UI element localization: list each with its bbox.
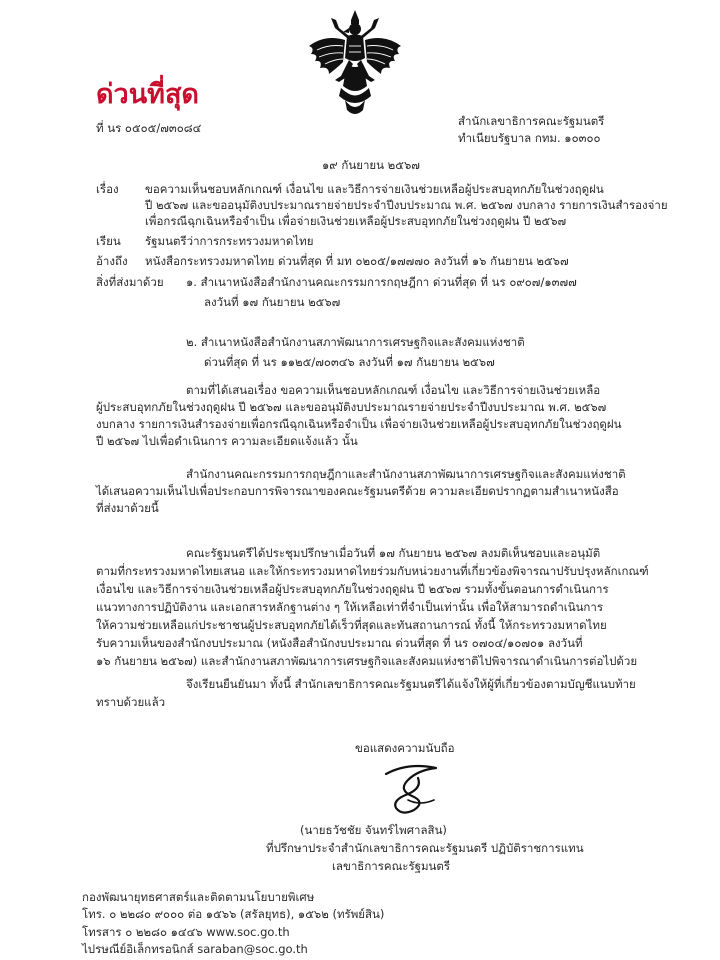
subject-line: ปี ๒๕๖๗ และขออนุมัติงบประมาณรายจ่ายประจำปีงบประมาณ พ.ศ. ๒๕๖๗ งบกลาง รายการเงินสำรองจ่าย [145,198,668,212]
enclosure-item: ๒. สำเนาหนังสือสำนักงานสภาพัฒนาการเศรษฐกิจและสังคมแห่งชาติ [186,335,525,349]
reference: หนังสือกระทรวงมหาดไทย ด่วนที่สุด ที่ มท ๐๒๐๕/๑๗๗๗๐ ลงวันที่ ๑๖ กันยายน ๒๕๖๗ [145,254,569,268]
enclosure-item: ๑. สำเนาหนังสือสำนักงานคณะกรรมการกฤษฎีกา ด่วนที่สุด ที่ นร ๐๙๐๗/๑๓๗๗ [186,275,577,289]
document-date: ๑๙ กันยายน ๒๕๖๗ [322,158,420,172]
subject-line: ขอความเห็นชอบหลักเกณฑ์ เงื่อนไข และวิธีการจ่ายเงินช่วยเหลือผู้ประสบอุทกภัยในช่วงฤดูฝน [145,182,604,196]
footer-fax: โทรสาร ๐ ๒๒๘๐ ๑๔๔๖ www.soc.go.th [82,925,290,939]
enclosures-label: สิ่งที่ส่งมาด้วย [96,275,164,289]
urgency-label: ด่วนที่สุด [96,79,199,110]
addressee-label: เรียน [96,234,121,248]
subject-label: เรื่อง [96,182,119,196]
body-line: ได้เสนอความเห็นไปเพื่อประกอบการพิจารณาของคณะรัฐมนตรีด้วย ความละเอียดปรากฏตามสำเนาหนังสือ [96,484,619,498]
garuda-emblem-icon [305,6,405,120]
signatory-title: เลขาธิการคณะรัฐมนตรี [332,859,451,873]
body-line: รับความเห็นของสำนักงบประมาณ (หนังสือสำนักงบประมาณ ด่วนที่สุด ที่ นร ๐๗๐๔/๑๐๗๐๑ ลงวันที่ [96,636,583,650]
footer-division: กองพัฒนายุทธศาสตร์และติดตามนโยบายพิเศษ [82,890,315,904]
body-line: ตามที่ได้เสนอเรื่อง ขอความเห็นชอบหลักเกณฑ์ เงื่อนไข และวิธีการจ่ายเงินช่วยเหลือ [186,383,601,397]
document-number: ที่ นร ๐๕๐๕/๗๓๐๘๔ [96,121,202,135]
footer-email: ไปรษณีย์อิเล็กทรอนิกส์ saraban@soc.go.th [82,942,308,956]
addressee: รัฐมนตรีว่าการกระทรวงมหาดไทย [145,234,314,248]
reference-label: อ้างถึง [96,254,128,268]
body-line: เงื่อนไข และวิธีการจ่ายเงินช่วยเหลือผู้ประสบอุทกภัยในช่วงฤดูฝน ปี ๒๕๖๗ รวมทั้งขั้นตอนการดำเนินการ [96,582,609,596]
body-line: ผู้ประสบอุทกภัยในช่วงฤดูฝน ปี ๒๕๖๗ และขออนุมัติงบประมาณรายจ่ายประจำปีงบประมาณ พ.ศ. ๒๕๖๗ [96,400,607,414]
closing-regards: ขอแสดงความนับถือ [355,741,455,755]
body-line: ตามที่กระทรวงมหาดไทยเสนอ และให้กระทรวงมหาดไทยร่วมกับหน่วยงานที่เกี่ยวข้องพิจารณาปรับปรุงหลักเกณฑ์ [96,564,649,578]
handwritten-signature [378,760,448,818]
body-line: งบกลาง รายการเงินสำรองจ่ายเพื่อกรณีฉุกเฉินหรือจำเป็น เพื่อจ่ายเงินช่วยเหลือผู้ประสบอุทกภัยในช่วงฤดูฝน [96,417,622,431]
body-line: ให้ความช่วยเหลือแก่ประชาชนผู้ประสบอุทกภัยได้เร็วที่สุดและทันสถานการณ์ ทั้งนี้ ให้กระทรวงมหาดไทย [96,618,607,632]
office-address: ทำเนียบรัฐบาล กทม. ๑๐๓๐๐ [458,131,601,145]
office-name: สำนักเลขาธิการคณะรัฐมนตรี [458,114,605,128]
body-line: ทราบด้วยแล้ว [96,695,166,709]
body-line: ๑๖ กันยายน ๒๕๖๗) และสำนักงานสภาพัฒนาการเศรษฐกิจและสังคมแห่งชาติไปพิจารณาดำเนินการต่อไปด้วย [96,654,638,668]
signatory-title: ที่ปรึกษาประจำสำนักเลขาธิการคณะรัฐมนตรี ปฏิบัติราชการแทน [266,841,584,855]
body-line: คณะรัฐมนตรีได้ประชุมปรึกษาเมื่อวันที่ ๑๗ กันยายน ๒๕๖๗ ลงมติเห็นชอบและอนุมัติ [186,546,601,560]
body-line: แนวทางการปฏิบัติงาน และเอกสารหลักฐานต่าง ๆ ให้เหลือเท่าที่จำเป็นเท่านั้น เพื่อให้สามารถดำเนินการ [96,600,604,614]
enclosure-item: ลงวันที่ ๑๗ กันยายน ๒๕๖๗ [204,295,341,309]
body-line: ที่ส่งมาด้วยนี้ [96,501,159,515]
footer-telephone: โทร. ๐ ๒๒๘๐ ๙๐๐๐ ต่อ ๑๕๖๖ (สรัลยุทธ), ๑๕๖๒ (ทรัพย์สิน) [82,907,385,921]
body-line: ปี ๒๕๖๗ ไปเพื่อดำเนินการ ความละเอียดแจ้งแล้ว นั้น [96,434,358,448]
body-line: จึงเรียนยืนยันมา ทั้งนี้ สำนักเลขาธิการคณะรัฐมนตรีได้แจ้งให้ผู้ที่เกี่ยวข้องตามบัญชีแนบท้าย [186,677,636,691]
enclosure-item: ด่วนที่สุด ที่ นร ๑๑๒๕/๗๐๓๔๖ ลงวันที่ ๑๗ กันยายน ๒๕๖๗ [204,355,495,369]
signatory-name: (นายธวัชชัย จันทร์ไพศาลสิน) [300,823,447,837]
subject-line: เพื่อกรณีฉุกเฉินหรือจำเป็น เพื่อจ่ายเงินช่วยเหลือผู้ประสบอุทกภัยในช่วงฤดูฝน ปี ๒๕๖๗ [145,214,567,228]
body-line: สำนักงานคณะกรรมการกฤษฎีกาและสำนักงานสภาพัฒนาการเศรษฐกิจและสังคมแห่งชาติ [186,467,626,481]
